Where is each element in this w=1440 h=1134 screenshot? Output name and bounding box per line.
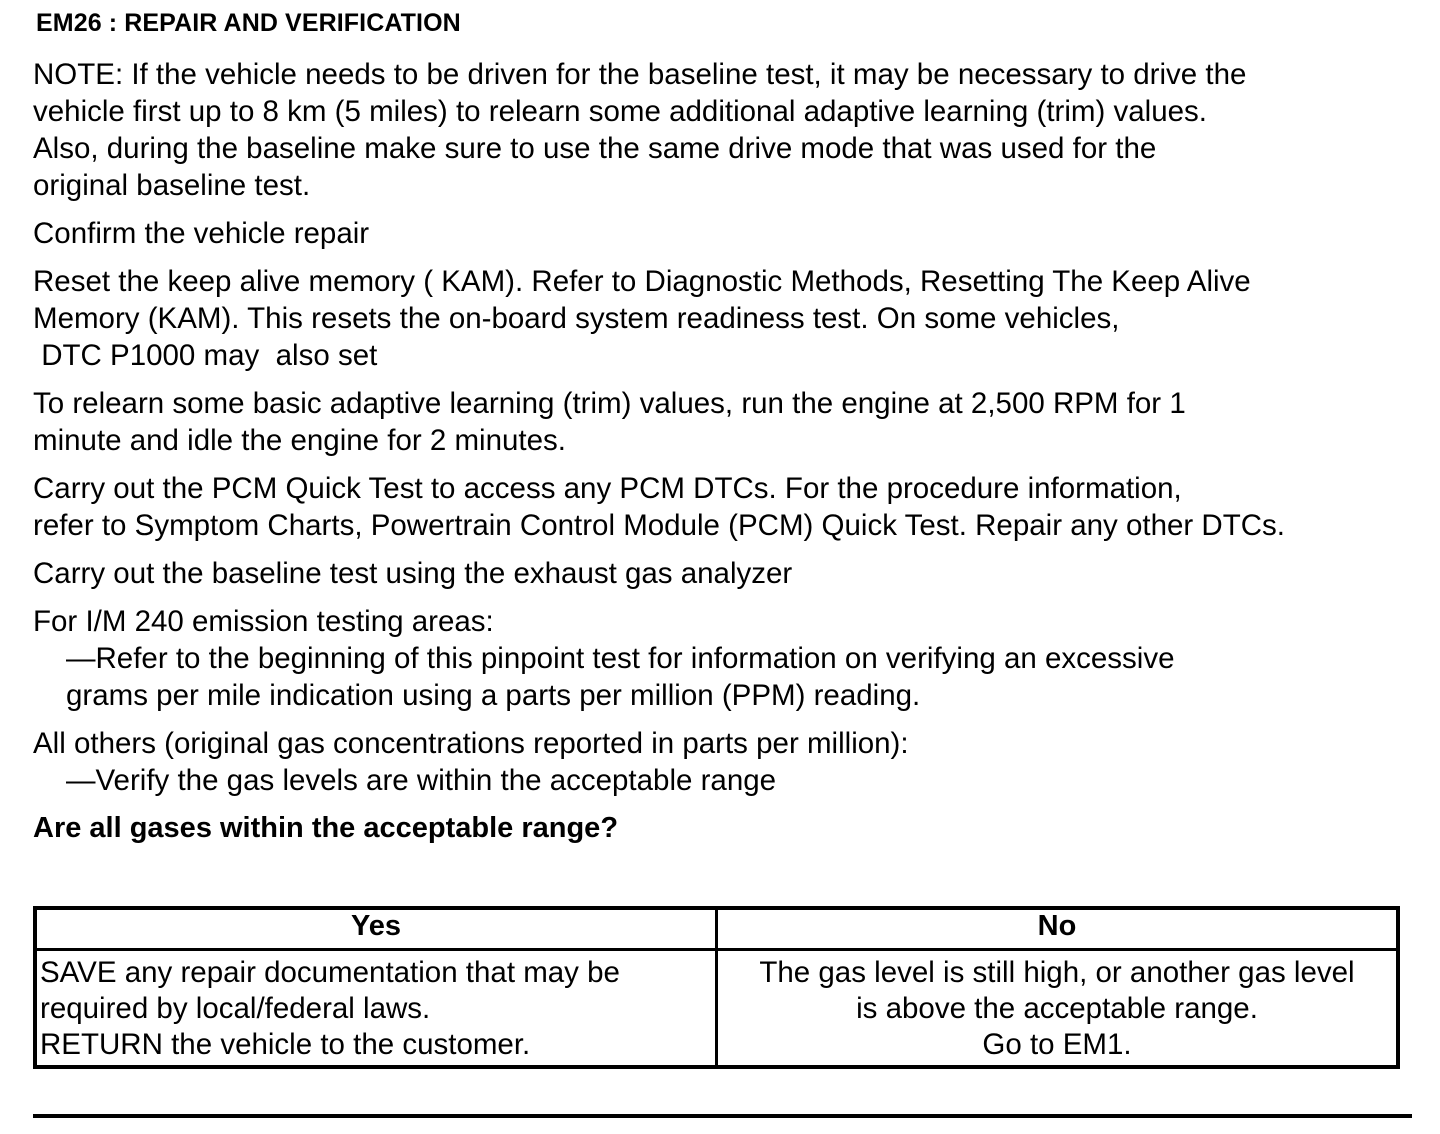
others-heading: All others (original gas concentrations reported in parts per million): <box>33 727 909 760</box>
confirm-repair-step: Confirm the vehicle repair <box>33 217 370 250</box>
table-row <box>35 950 1398 1068</box>
reset-line: Reset the keep alive memory ( KAM). Refer to Diagnostic Methods, Resetting The Keep Alive <box>33 265 1251 298</box>
relearn-line: minute and idle the engine for 2 minutes. <box>33 424 566 457</box>
no-header: No <box>717 908 1399 950</box>
relearn-step <box>33 385 1433 459</box>
note-line: Also, during the baseline make sure to use the same drive mode that was used for the <box>33 132 1157 165</box>
relearn-line: To relearn some basic adaptive learning (trim) values, run the engine at 2,500 RPM for 1 <box>33 387 1186 420</box>
quick-test-line: Carry out the PCM Quick Test to access any PCM DTCs. For the procedure information, <box>33 472 1182 505</box>
reset-kam-step <box>33 263 1433 374</box>
note-line: vehicle first up to 8 km (5 miles) to relearn some additional adaptive learning (trim) values. <box>33 95 1207 128</box>
table-header-row <box>35 908 1398 950</box>
no-line: The gas level is still high, or another gas level <box>759 956 1355 989</box>
decision-table <box>33 906 1400 1069</box>
im240-line: grams per mile indication using a parts per million (PPM) reading. <box>66 679 921 712</box>
bottom-divider <box>33 1114 1412 1118</box>
procedure-document <box>33 8 1433 847</box>
no-cell <box>717 950 1399 1068</box>
im240-line: —Refer to the beginning of this pinpoint test for information on verifying an excessive <box>66 642 1175 675</box>
note-line: NOTE: If the vehicle needs to be driven for the baseline test, it may be necessary to drive the <box>33 58 1247 91</box>
quick-test-line: refer to Symptom Charts, Powertrain Control Module (PCM) Quick Test. Repair any other DTCs. <box>33 509 1285 542</box>
decision-question: Are all gases within the acceptable range? <box>33 812 619 844</box>
no-line: Go to EM1. <box>982 1028 1132 1061</box>
quick-test-step <box>33 470 1433 544</box>
yes-line: RETURN the vehicle to the customer. <box>40 1028 531 1061</box>
yes-line: SAVE any repair documentation that may be <box>40 956 620 989</box>
yes-cell <box>35 950 717 1068</box>
note-paragraph <box>33 56 1433 204</box>
others-line: —Verify the gas levels are within the acceptable range <box>66 764 777 797</box>
yes-header: Yes <box>35 908 717 950</box>
im240-step <box>33 603 1433 714</box>
im240-heading: For I/M 240 emission testing areas: <box>33 605 494 638</box>
section-title: EM26 : REPAIR AND VERIFICATION <box>36 9 461 37</box>
reset-line: Memory (KAM). This resets the on-board system readiness test. On some vehicles, <box>33 302 1120 335</box>
others-step <box>33 725 1433 799</box>
note-line: original baseline test. <box>33 169 311 202</box>
no-line: is above the acceptable range. <box>856 992 1258 1025</box>
yes-line: required by local/federal laws. <box>40 992 431 1025</box>
reset-line: DTC P1000 may also set <box>33 339 378 372</box>
baseline-step: Carry out the baseline test using the exhaust gas analyzer <box>33 557 793 590</box>
